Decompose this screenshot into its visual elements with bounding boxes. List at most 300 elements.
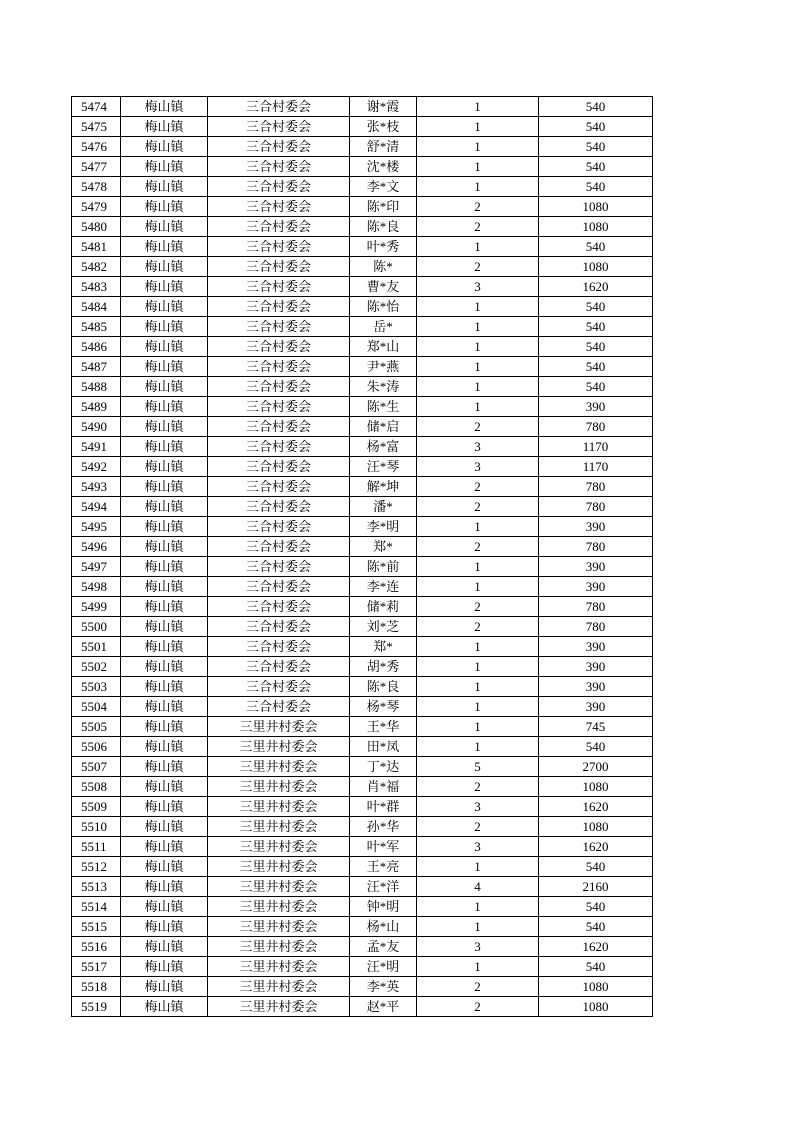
town-cell: 梅山镇 [121,957,208,977]
name-cell: 田*凤 [350,737,417,757]
amount-cell: 1080 [539,817,653,837]
town-cell: 梅山镇 [121,617,208,637]
town-cell: 梅山镇 [121,557,208,577]
table-row [72,177,653,197]
town-cell: 梅山镇 [121,537,208,557]
table-row [72,937,653,957]
village-committee-cell: 三里井村委会 [208,957,350,977]
town-cell: 梅山镇 [121,837,208,857]
town-cell: 梅山镇 [121,917,208,937]
count-cell: 5 [417,757,539,777]
count-cell: 2 [417,417,539,437]
name-cell: 汪*洋 [350,877,417,897]
row-id-cell: 5504 [72,697,121,717]
count-cell: 3 [417,937,539,957]
amount-cell: 540 [539,177,653,197]
amount-cell: 540 [539,357,653,377]
town-cell: 梅山镇 [121,157,208,177]
count-cell: 1 [417,157,539,177]
count-cell: 1 [417,677,539,697]
amount-cell: 540 [539,337,653,357]
amount-cell: 390 [539,397,653,417]
count-cell: 1 [417,337,539,357]
village-committee-cell: 三里井村委会 [208,837,350,857]
count-cell: 2 [417,997,539,1017]
row-id-cell: 5497 [72,557,121,577]
count-cell: 1 [417,97,539,117]
name-cell: 陈*印 [350,197,417,217]
row-id-cell: 5479 [72,197,121,217]
village-committee-cell: 三里井村委会 [208,877,350,897]
amount-cell: 540 [539,897,653,917]
row-id-cell: 5485 [72,317,121,337]
amount-cell: 1080 [539,777,653,797]
row-id-cell: 5486 [72,337,121,357]
town-cell: 梅山镇 [121,177,208,197]
count-cell: 4 [417,877,539,897]
count-cell: 1 [417,517,539,537]
town-cell: 梅山镇 [121,897,208,917]
name-cell: 尹*燕 [350,357,417,377]
name-cell: 郑*山 [350,337,417,357]
name-cell: 陈*怡 [350,297,417,317]
village-committee-cell: 三合村委会 [208,237,350,257]
count-cell: 2 [417,537,539,557]
town-cell: 梅山镇 [121,197,208,217]
count-cell: 1 [417,857,539,877]
amount-cell: 780 [539,477,653,497]
table-row [72,137,653,157]
village-committee-cell: 三合村委会 [208,617,350,637]
name-cell: 陈*良 [350,677,417,697]
row-id-cell: 5502 [72,657,121,677]
count-cell: 1 [417,717,539,737]
town-cell: 梅山镇 [121,337,208,357]
count-cell: 2 [417,977,539,997]
town-cell: 梅山镇 [121,297,208,317]
table-row [72,297,653,317]
village-committee-cell: 三合村委会 [208,517,350,537]
amount-cell: 1080 [539,257,653,277]
town-cell: 梅山镇 [121,597,208,617]
row-id-cell: 5519 [72,997,121,1017]
row-id-cell: 5514 [72,897,121,917]
name-cell: 岳* [350,317,417,337]
row-id-cell: 5487 [72,357,121,377]
name-cell: 胡*秀 [350,657,417,677]
count-cell: 3 [417,837,539,857]
town-cell: 梅山镇 [121,877,208,897]
name-cell: 李*明 [350,517,417,537]
table-row [72,377,653,397]
row-id-cell: 5478 [72,177,121,197]
count-cell: 3 [417,797,539,817]
village-committee-cell: 三合村委会 [208,297,350,317]
count-cell: 1 [417,237,539,257]
village-committee-cell: 三合村委会 [208,197,350,217]
town-cell: 梅山镇 [121,757,208,777]
name-cell: 钟*明 [350,897,417,917]
count-cell: 2 [417,477,539,497]
table-row [72,117,653,137]
amount-cell: 1080 [539,197,653,217]
name-cell: 李*英 [350,977,417,997]
count-cell: 1 [417,577,539,597]
amount-cell: 780 [539,597,653,617]
table-row [72,277,653,297]
village-committee-cell: 三合村委会 [208,397,350,417]
village-committee-cell: 三合村委会 [208,97,350,117]
town-cell: 梅山镇 [121,117,208,137]
amount-cell: 540 [539,157,653,177]
row-id-cell: 5500 [72,617,121,637]
table-row [72,517,653,537]
village-committee-cell: 三合村委会 [208,697,350,717]
village-committee-cell: 三合村委会 [208,257,350,277]
table-row [72,197,653,217]
name-cell: 郑* [350,537,417,557]
table-row [72,797,653,817]
amount-cell: 540 [539,117,653,137]
table-row [72,397,653,417]
count-cell: 1 [417,397,539,417]
amount-cell: 390 [539,557,653,577]
amount-cell: 540 [539,297,653,317]
town-cell: 梅山镇 [121,777,208,797]
row-id-cell: 5493 [72,477,121,497]
town-cell: 梅山镇 [121,517,208,537]
count-cell: 3 [417,277,539,297]
table-row [72,997,653,1017]
row-id-cell: 5508 [72,777,121,797]
village-committee-cell: 三合村委会 [208,417,350,437]
amount-cell: 780 [539,617,653,637]
row-id-cell: 5516 [72,937,121,957]
town-cell: 梅山镇 [121,277,208,297]
row-id-cell: 5488 [72,377,121,397]
name-cell: 杨*琴 [350,697,417,717]
village-committee-cell: 三合村委会 [208,657,350,677]
name-cell: 朱*涛 [350,377,417,397]
count-cell: 2 [417,217,539,237]
village-committee-cell: 三合村委会 [208,477,350,497]
amount-cell: 1080 [539,217,653,237]
table-row [72,697,653,717]
count-cell: 2 [417,197,539,217]
amount-cell: 1620 [539,837,653,857]
count-cell: 1 [417,697,539,717]
village-committee-cell: 三里井村委会 [208,917,350,937]
table-row [72,337,653,357]
amount-cell: 540 [539,137,653,157]
name-cell: 谢*霞 [350,97,417,117]
village-committee-cell: 三里井村委会 [208,737,350,757]
village-committee-cell: 三里井村委会 [208,757,350,777]
table-row [72,777,653,797]
name-cell: 陈*良 [350,217,417,237]
count-cell: 1 [417,557,539,577]
town-cell: 梅山镇 [121,677,208,697]
table-row [72,477,653,497]
name-cell: 储*启 [350,417,417,437]
table-row [72,537,653,557]
village-committee-cell: 三合村委会 [208,317,350,337]
village-committee-cell: 三合村委会 [208,157,350,177]
count-cell: 1 [417,737,539,757]
name-cell: 李*连 [350,577,417,597]
name-cell: 解*坤 [350,477,417,497]
table-row [72,597,653,617]
row-id-cell: 5499 [72,597,121,617]
count-cell: 2 [417,257,539,277]
row-id-cell: 5513 [72,877,121,897]
count-cell: 1 [417,637,539,657]
name-cell: 舒*清 [350,137,417,157]
row-id-cell: 5482 [72,257,121,277]
row-id-cell: 5509 [72,797,121,817]
name-cell: 孟*友 [350,937,417,957]
row-id-cell: 5483 [72,277,121,297]
row-id-cell: 5503 [72,677,121,697]
row-id-cell: 5498 [72,577,121,597]
name-cell: 郑* [350,637,417,657]
table-row [72,877,653,897]
amount-cell: 390 [539,577,653,597]
town-cell: 梅山镇 [121,977,208,997]
amount-cell: 780 [539,497,653,517]
table-row [72,957,653,977]
count-cell: 1 [417,657,539,677]
village-committee-cell: 三里井村委会 [208,717,350,737]
table-row [72,157,653,177]
town-cell: 梅山镇 [121,317,208,337]
row-id-cell: 5495 [72,517,121,537]
table-row [72,457,653,477]
village-committee-cell: 三合村委会 [208,577,350,597]
table-row [72,557,653,577]
amount-cell: 1620 [539,277,653,297]
table-row [72,217,653,237]
amount-cell: 390 [539,677,653,697]
amount-cell: 1620 [539,797,653,817]
table-row [72,437,653,457]
town-cell: 梅山镇 [121,257,208,277]
village-committee-cell: 三里井村委会 [208,777,350,797]
amount-cell: 540 [539,957,653,977]
count-cell: 3 [417,457,539,477]
town-cell: 梅山镇 [121,417,208,437]
village-committee-cell: 三合村委会 [208,497,350,517]
town-cell: 梅山镇 [121,937,208,957]
amount-cell: 540 [539,97,653,117]
village-committee-cell: 三合村委会 [208,217,350,237]
count-cell: 1 [417,297,539,317]
table-row [72,837,653,857]
village-committee-cell: 三里井村委会 [208,857,350,877]
data-table [71,96,653,1017]
table-row [72,677,653,697]
village-committee-cell: 三合村委会 [208,337,350,357]
count-cell: 1 [417,117,539,137]
table-row [72,857,653,877]
amount-cell: 745 [539,717,653,737]
count-cell: 1 [417,957,539,977]
name-cell: 叶*群 [350,797,417,817]
table-row [72,257,653,277]
village-committee-cell: 三合村委会 [208,597,350,617]
row-id-cell: 5515 [72,917,121,937]
name-cell: 杨*富 [350,437,417,457]
name-cell: 丁*达 [350,757,417,777]
town-cell: 梅山镇 [121,377,208,397]
village-committee-cell: 三合村委会 [208,457,350,477]
village-committee-cell: 三合村委会 [208,437,350,457]
amount-cell: 2700 [539,757,653,777]
name-cell: 陈*前 [350,557,417,577]
amount-cell: 390 [539,657,653,677]
town-cell: 梅山镇 [121,717,208,737]
row-id-cell: 5506 [72,737,121,757]
name-cell: 汪*明 [350,957,417,977]
name-cell: 陈*生 [350,397,417,417]
name-cell: 王*亮 [350,857,417,877]
count-cell: 2 [417,777,539,797]
village-committee-cell: 三合村委会 [208,537,350,557]
table-row [72,97,653,117]
count-cell: 1 [417,137,539,157]
village-committee-cell: 三里井村委会 [208,937,350,957]
village-committee-cell: 三合村委会 [208,677,350,697]
town-cell: 梅山镇 [121,357,208,377]
town-cell: 梅山镇 [121,857,208,877]
name-cell: 潘* [350,497,417,517]
name-cell: 王*华 [350,717,417,737]
village-committee-cell: 三合村委会 [208,357,350,377]
town-cell: 梅山镇 [121,997,208,1017]
row-id-cell: 5474 [72,97,121,117]
count-cell: 3 [417,437,539,457]
count-cell: 1 [417,357,539,377]
town-cell: 梅山镇 [121,397,208,417]
amount-cell: 540 [539,737,653,757]
town-cell: 梅山镇 [121,477,208,497]
town-cell: 梅山镇 [121,797,208,817]
amount-cell: 390 [539,697,653,717]
town-cell: 梅山镇 [121,657,208,677]
town-cell: 梅山镇 [121,97,208,117]
count-cell: 2 [417,817,539,837]
row-id-cell: 5491 [72,437,121,457]
row-id-cell: 5480 [72,217,121,237]
table-row [72,237,653,257]
table-row [72,317,653,337]
village-committee-cell: 三合村委会 [208,557,350,577]
count-cell: 1 [417,897,539,917]
town-cell: 梅山镇 [121,817,208,837]
table-row [72,817,653,837]
count-cell: 2 [417,497,539,517]
table-row [72,357,653,377]
table-row [72,757,653,777]
name-cell: 汪*琴 [350,457,417,477]
row-id-cell: 5490 [72,417,121,437]
table-row [72,497,653,517]
town-cell: 梅山镇 [121,137,208,157]
town-cell: 梅山镇 [121,237,208,257]
village-committee-cell: 三里井村委会 [208,997,350,1017]
row-id-cell: 5476 [72,137,121,157]
amount-cell: 780 [539,537,653,557]
row-id-cell: 5510 [72,817,121,837]
amount-cell: 780 [539,417,653,437]
town-cell: 梅山镇 [121,497,208,517]
name-cell: 张*枝 [350,117,417,137]
row-id-cell: 5512 [72,857,121,877]
row-id-cell: 5511 [72,837,121,857]
town-cell: 梅山镇 [121,697,208,717]
name-cell: 曹*友 [350,277,417,297]
count-cell: 1 [417,177,539,197]
name-cell: 陈* [350,257,417,277]
name-cell: 储*莉 [350,597,417,617]
table-row [72,577,653,597]
town-cell: 梅山镇 [121,637,208,657]
village-committee-cell: 三里井村委会 [208,977,350,997]
table-row [72,717,653,737]
amount-cell: 390 [539,517,653,537]
village-committee-cell: 三里井村委会 [208,817,350,837]
town-cell: 梅山镇 [121,457,208,477]
table-row [72,977,653,997]
village-committee-cell: 三里井村委会 [208,897,350,917]
table-row [72,637,653,657]
row-id-cell: 5489 [72,397,121,417]
amount-cell: 1080 [539,997,653,1017]
town-cell: 梅山镇 [121,217,208,237]
count-cell: 2 [417,617,539,637]
amount-cell: 540 [539,237,653,257]
row-id-cell: 5505 [72,717,121,737]
amount-cell: 1170 [539,437,653,457]
amount-cell: 540 [539,377,653,397]
town-cell: 梅山镇 [121,437,208,457]
town-cell: 梅山镇 [121,737,208,757]
name-cell: 肖*福 [350,777,417,797]
row-id-cell: 5477 [72,157,121,177]
name-cell: 赵*平 [350,997,417,1017]
table-body [72,97,653,1017]
amount-cell: 390 [539,637,653,657]
name-cell: 沈*楼 [350,157,417,177]
amount-cell: 1170 [539,457,653,477]
row-id-cell: 5475 [72,117,121,137]
count-cell: 2 [417,597,539,617]
row-id-cell: 5496 [72,537,121,557]
row-id-cell: 5507 [72,757,121,777]
table-row [72,737,653,757]
row-id-cell: 5492 [72,457,121,477]
row-id-cell: 5501 [72,637,121,657]
village-committee-cell: 三合村委会 [208,637,350,657]
table-row [72,917,653,937]
row-id-cell: 5481 [72,237,121,257]
village-committee-cell: 三合村委会 [208,177,350,197]
amount-cell: 2160 [539,877,653,897]
table-row [72,617,653,637]
table-row [72,417,653,437]
name-cell: 叶*秀 [350,237,417,257]
town-cell: 梅山镇 [121,577,208,597]
